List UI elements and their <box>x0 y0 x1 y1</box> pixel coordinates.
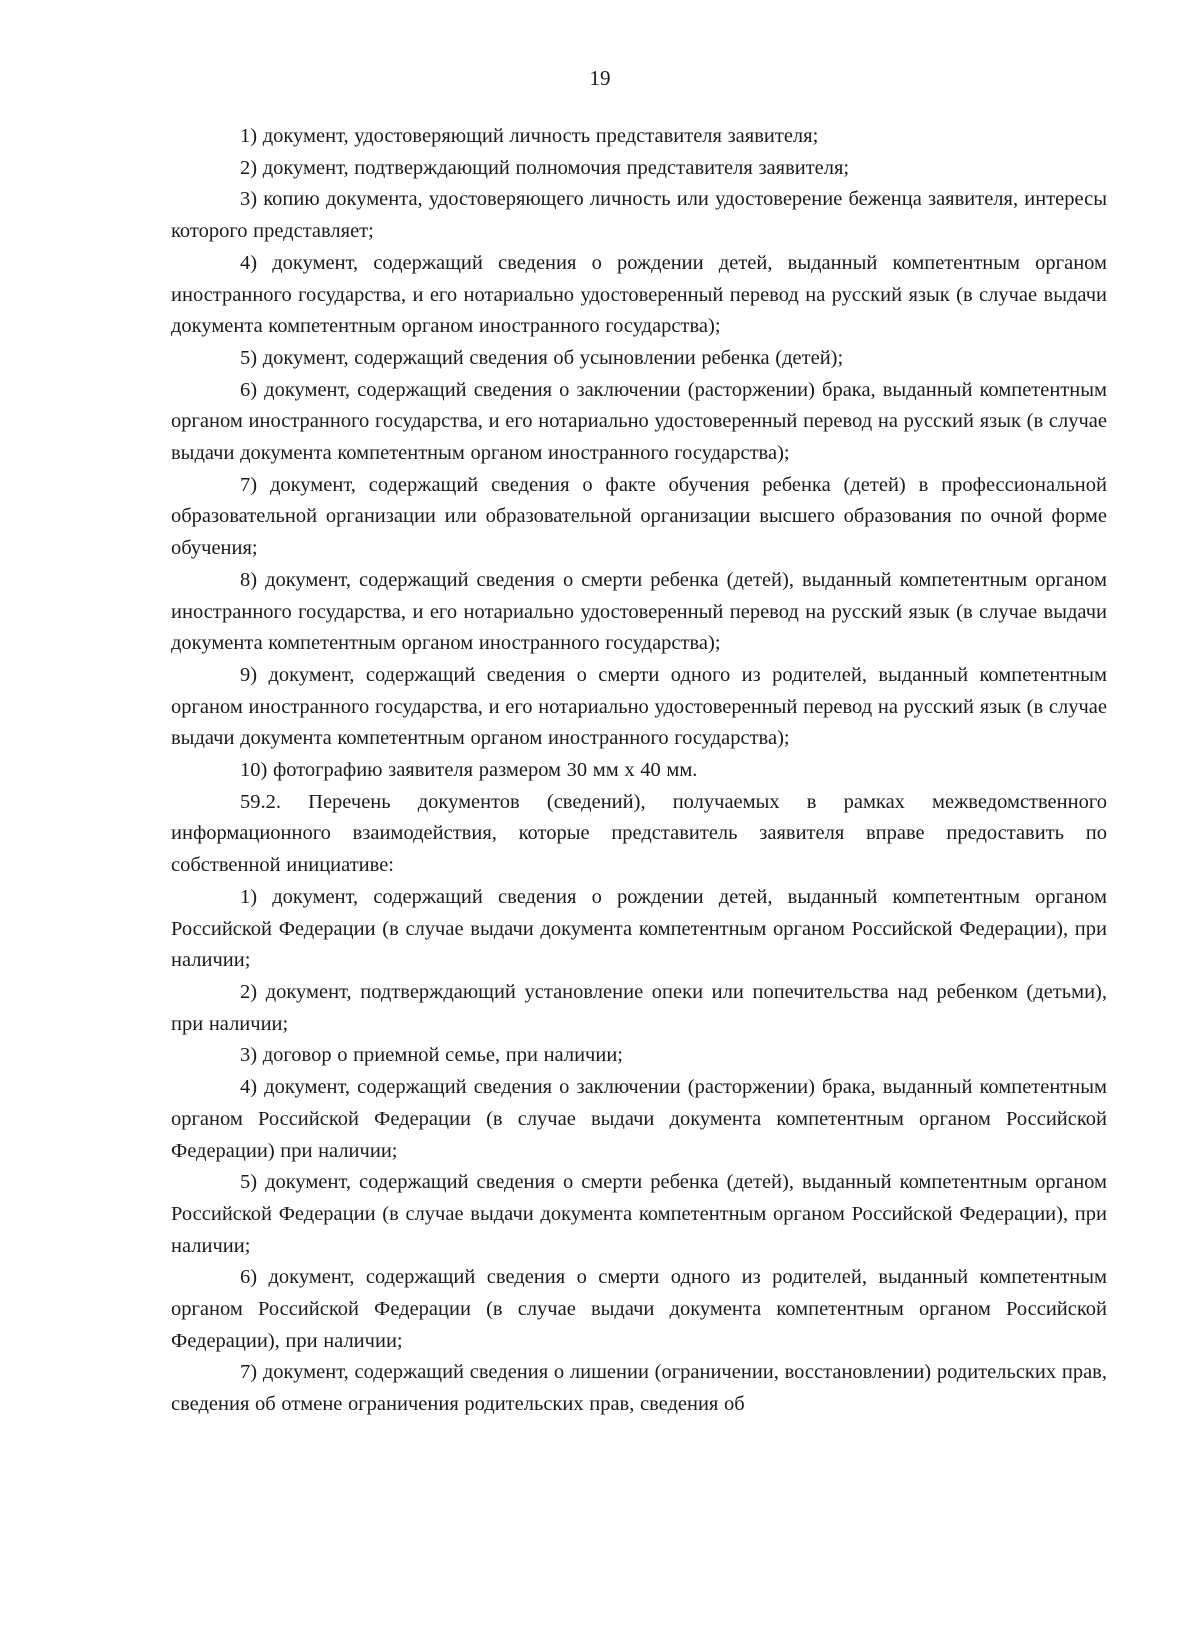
paragraph: 2) документ, подтверждающий полномочия представителя заявителя; <box>240 156 850 179</box>
paragraph: 6) документ, содержащий сведения о заключении (расторжении) брака, выданный компетентным органом иностранного государства, и его нотариально удостоверенный перевод на русский язык (в случае выдачи документа компетентным органом иностранного государства); <box>171 378 1107 465</box>
paragraph: 1) документ, удостоверяющий личность представителя заявителя; <box>240 125 819 147</box>
paragraph: 6) документ, содержащий сведения о смерти одного из родителей, выданный компетентным органом Российской Федерации (в случае выдачи документа компетентным органом Российской Федерации), при наличии; <box>171 1266 1107 1352</box>
paragraph: 4) документ, содержащий сведения о рождении детей, выданный компетентным органом иностранного государства, и его нотариально удостоверенный перевод на русский язык (в случае выдачи документа компетентным органом иностранного государства); <box>171 251 1107 338</box>
paragraph: 5) документ, содержащий сведения об усыновлении ребенка (детей); <box>240 346 844 369</box>
document-body <box>171 121 1107 1421</box>
paragraph: 3) договор о приемной семье, при наличии; <box>240 1044 623 1067</box>
paragraph: 10) фотографию заявителя размером 30 мм х 40 мм. <box>240 759 698 782</box>
paragraph: 8) документ, содержащий сведения о смерти ребенка (детей), выданный компетентным органом иностранного государства, и его нотариально удостоверенный перевод на русский язык (в случае выдачи документа компетентным органом иностранного государства); <box>171 568 1107 655</box>
paragraph: 7) документ, содержащий сведения о факте обучения ребенка (детей) в профессиональной образовательной организации или образовательной организации высшего образования по очной форме обучения; <box>171 473 1107 560</box>
page-number: 19 <box>589 66 611 90</box>
paragraph: 59.2. Перечень документов (сведений), получаемых в рамках межведомственного информационного взаимодействия, которые представитель заявителя вправе предоставить по собственной инициативе: <box>171 790 1107 877</box>
paragraph: 4) документ, содержащий сведения о заключении (расторжении) брака, выданный компетентным органом Российской Федерации (в случае выдачи документа компетентным органом Российской Федерации) при наличии; <box>171 1076 1107 1162</box>
paragraph: 3) копию документа, удостоверяющего личность или удостоверение беженца заявителя, интересы которого представляет; <box>171 188 1107 243</box>
paragraph: 1) документ, содержащий сведения о рождении детей, выданный компетентным органом Российской Федерации (в случае выдачи документа компетентным органом Российской Федерации), при наличии; <box>171 885 1107 972</box>
paragraph: 5) документ, содержащий сведения о смерти ребенка (детей), выданный компетентным органом Российской Федерации (в случае выдачи документа компетентным органом Российской Федерации), при наличии; <box>171 1171 1107 1257</box>
paragraph: 7) документ, содержащий сведения о лишении (ограничении, восстановлении) родительских прав, сведения об отмене ограничения родительских прав, сведения об <box>171 1361 1107 1416</box>
paragraph: 2) документ, подтверждающий установление опеки или попечительства над ребенком (детьми), при наличии; <box>171 980 1107 1035</box>
paragraph: 9) документ, содержащий сведения о смерти одного из родителей, выданный компетентным органом иностранного государства, и его нотариально удостоверенный перевод на русский язык (в случае выдачи документа компетентным органом иностранного государства); <box>171 663 1107 750</box>
